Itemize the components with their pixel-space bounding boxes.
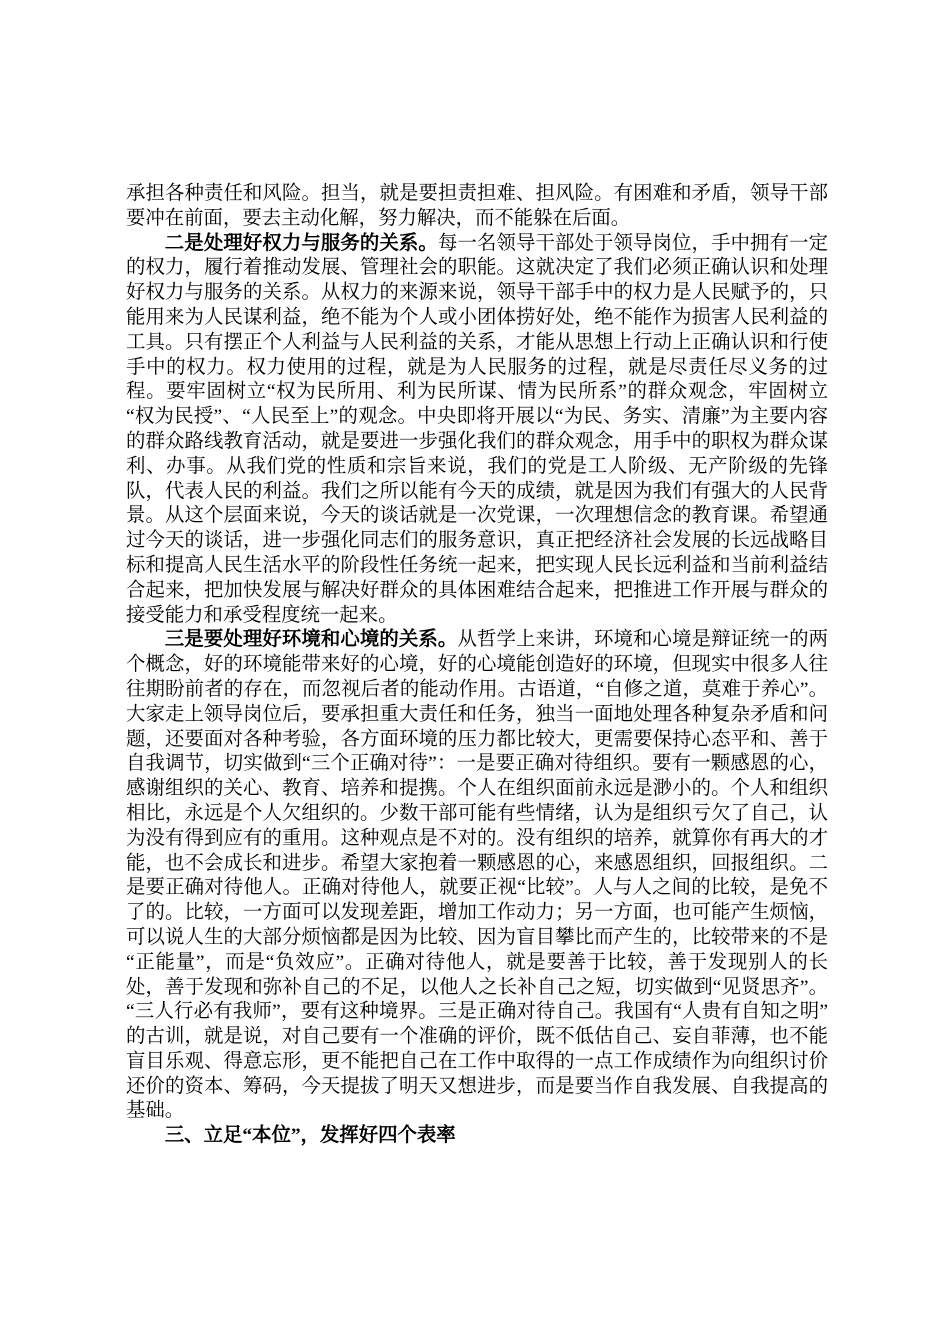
paragraph-power-service-text: 每一名领导干部处于领导岗位，手中拥有一定的权力，履行着推动发展、管理社会的职能。这就决定了我们必须正确认识和处理好权力与服务的关系。从权力的来源来说，领导干部手中的权力是人民赋予的，只能用来为人民谋利益，绝不能为个人或小团体捞好处，绝不能作为损害人民利益的工具。只有摆正个人利益与人民利益的关系，才能从思想上行动上正确认识和行使手中的权力。权力使用的过程，就是为人民服务的过程，就是尽责任尽义务的过程。要牢固树立“权为民所用、利为民所谋、情为民所系”的群众观念，牢固树立“权为民授”、“人民至上”的观念。中央即将开展以“为民、务实、清廉”为主要内容的群众路线教育活动，就是要进一步强化我们的群众观念，用手中的职权为群众谋利、办事。从我们党的性质和宗旨来说，我们的党是工人阶级、无产阶级的先锋队，代表人民的利益。我们之所以能有今天的成绩，就是因为我们有强大的人民背景。从这个层面来说，今天的谈话就是一次党课，一次理想信念的教育课。希望通过今天的谈话，进一步强化同志们的服务意识，真正把经济社会发展的长远战略目标和提高人民生活水平的阶段性任务统一起来，把实现人民长远利益和当前利益结合起来，把加快发展与解决好群众的具体困难结合起来，把推进工作开展与群众的接受能力和承受程度统一起来。 bbox=[126, 232, 829, 626]
document-text-block bbox=[126, 182, 828, 1149]
paragraph-environment-mindset-text: 从哲学上来讲，环境和心境是辩证统一的两个概念，好的环境能带来好的心境，好的心境能创造好的环境，但现实中很多人往往期盼前者的存在，而忽视后者的能动作用。古语道，“自修之道，莫难于养心”。大家走上领导岗位后，要承担重大责任和任务，独当一面地处理各种复杂矛盾和问题，还要面对各种考验，各方面环境的压力都比较大，更需要保持心态平和、善于自我调节，切实做到“三个正确对待”：一是要正确对待组织。要有一颗感恩的心，感谢组织的关心、教育、培养和提携。个人在组织面前永远是渺小的。个人和组织相比，永远是个人欠组织的。少数干部可能有些情绪，认为是组织亏欠了自己，认为没有得到应有的重用。这种观点是不对的。没有组织的培养，就算你有再大的才能，也不会成长和进步。希望大家抱着一颗感恩的心，来感恩组织，回报组织。二是要正确对待他人。正确对待他人，就要正视“比较”。人与人之间的比较，是免不了的。比较，一方面可以发现差距，增加工作动力；另一方面，也可能产生烦恼，可以说人生的大部分烦恼都是因为比较、因为盲目攀比而产生的，比较带来的不是“正能量”，而是“负效应”。正确对待他人，就是要善于比较，善于发现别人的长处，善于发现和弥补自己的不足，以他人之长补自己之短，切实做到“见贤思齐”。“三人行必有我师”，要有这种境界。三是正确对待自己。我国有“人贵有自知之明”的古训，就是说，对自己要有一个准确的评价，既不低估自己、妄自菲薄，也不能盲目乐观、得意忘形，更不能把自己在工作中取得的一点工作成绩作为向组织讨价还价的资本、筹码，今天提拔了明天又想进步，而是要当作自我发展、自我提高的基础。 bbox=[126, 629, 829, 1122]
section-heading-three-text: 三、立足“本位”，发挥好四个表率 bbox=[164, 1125, 456, 1147]
paragraph-continuation bbox=[126, 182, 828, 232]
section-heading-three bbox=[126, 1124, 828, 1149]
paragraph-environment-mindset bbox=[126, 628, 828, 1124]
paragraph-power-service-lead: 二是处理好权力与服务的关系。 bbox=[164, 232, 438, 254]
paragraph-power-service bbox=[126, 232, 828, 629]
paragraph-environment-mindset-lead: 三是要处理好环境和心境的关系。 bbox=[164, 629, 458, 651]
paragraph-continuation-text: 承担各种责任和风险。担当，就是要担责担难、担风险。有困难和矛盾，领导干部要冲在前面，要去主动化解，努力解决，而不能躲在后面。 bbox=[126, 183, 828, 229]
